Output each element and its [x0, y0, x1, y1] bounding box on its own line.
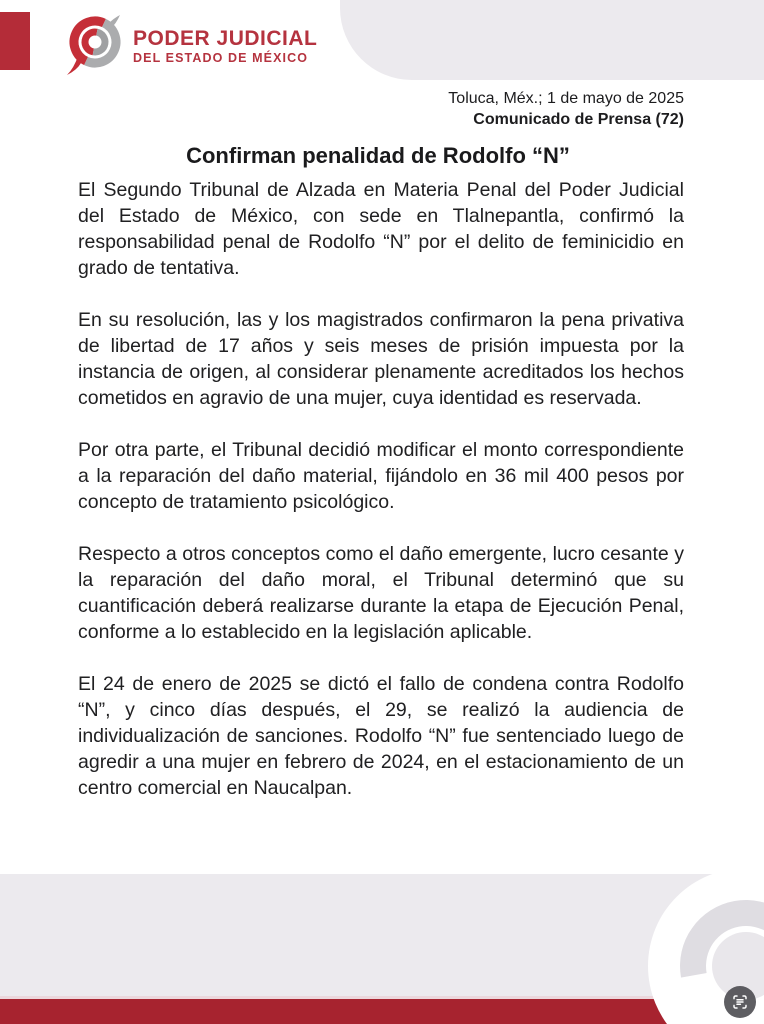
scan-icon [731, 993, 749, 1011]
release-number: Comunicado de Prensa (72) [473, 111, 684, 128]
headline: Confirman penalidad de Rodolfo “N” [186, 143, 570, 168]
top-right-gray-band [340, 0, 764, 80]
paragraph-5: El 24 de enero de 2025 se dictó el fallo de condena contra Rodolfo “N”, y cinco días después, el 29, se realizó la audiencia de individualización de sanciones. Rodolfo “N” fue sentenciado luego de agredir a una mujer en febrero de 2024, en el estacionamiento de un centro comercial en Naucalpan. [78, 673, 684, 799]
paragraph-4: Respecto a otros conceptos como el daño emergente, lucro cesante y la reparación del daño moral, el Tribunal determinó que su cuantificación deberá realizarse durante la etapa de Ejecución Penal, conforme a lo establecido en la legislación aplicable. [78, 543, 684, 643]
dateline: Toluca, Méx.; 1 de mayo de 2025 [448, 90, 684, 107]
corner-accent-square [0, 12, 30, 70]
paragraph-1: El Segundo Tribunal de Alzada en Materia Penal del Poder Judicial del Estado de México, con sede en Tlalnepantla, confirmó la responsabilidad penal de Rodolfo “N” por el delito de feminicidio en grado de tentativa. [78, 179, 684, 279]
logo-swirl-icon [64, 12, 124, 76]
org-subtitle: DEL ESTADO DE MÉXICO [133, 50, 309, 65]
live-text-button[interactable] [724, 986, 756, 1018]
paragraph-3: Por otra parte, el Tribunal decidió modificar el monto correspondiente a la reparación del daño material, fijándolo en 36 mil 400 pesos por concepto de tratamiento psicológico. [78, 439, 684, 513]
paragraph-2: En su resolución, las y los magistrados confirmaron la pena privativa de libertad de 17 años y seis meses de prisión impuesta por la instancia de origen, al considerar plenamente acreditados los hechos cometidos en agravio de una mujer, cuya identidad es reservada. [78, 309, 684, 409]
org-name: PODER JUDICIAL [133, 26, 318, 50]
press-release-body [78, 177, 684, 827]
org-logo [64, 12, 317, 76]
